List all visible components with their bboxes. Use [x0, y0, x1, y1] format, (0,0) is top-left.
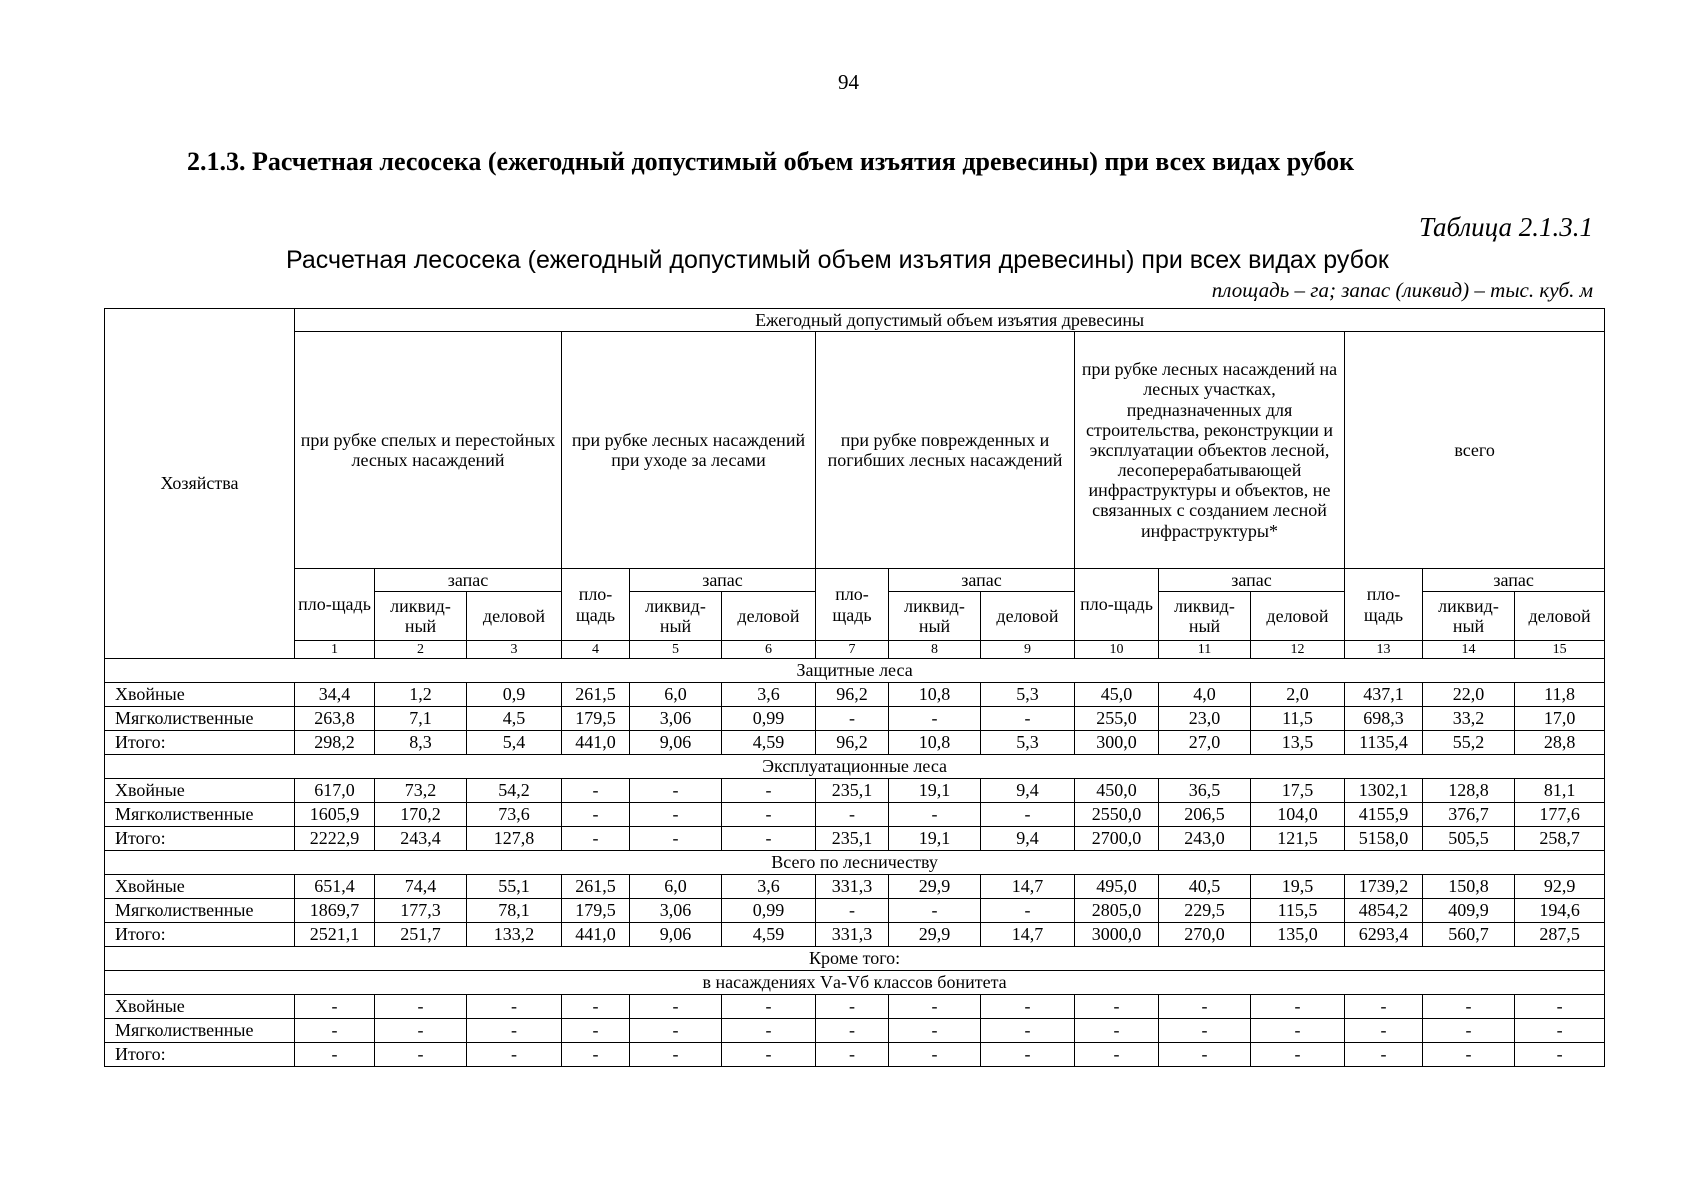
table-cell: -	[816, 1043, 889, 1067]
table-cell: 194,6	[1515, 899, 1605, 923]
table-cell: -	[1075, 1019, 1159, 1043]
column-number: 2	[375, 641, 467, 659]
table-cell: 6293,4	[1345, 923, 1423, 947]
table-cell: 40,5	[1159, 875, 1251, 899]
table-cell: 14,7	[981, 923, 1075, 947]
table-cell: 128,8	[1423, 779, 1515, 803]
table-cell: -	[467, 995, 562, 1019]
section-row	[105, 659, 1605, 683]
table-cell: 22,0	[1423, 683, 1515, 707]
table-cell: 300,0	[1075, 731, 1159, 755]
table-cell: 11,8	[1515, 683, 1605, 707]
table-cell: 121,5	[1251, 827, 1345, 851]
header-business: деловой	[981, 592, 1075, 641]
section-heading: 2.1.3. Расчетная лесосека (ежегодный допустимый объем изъятия древесины) при всех видах рубок	[187, 147, 1355, 176]
table-cell: 74,4	[375, 875, 467, 899]
table-cell: -	[889, 995, 981, 1019]
table-cell: 409,9	[1423, 899, 1515, 923]
table-cell: 133,2	[467, 923, 562, 947]
table-cell: 270,0	[1159, 923, 1251, 947]
column-number: 8	[889, 641, 981, 659]
column-number: 1	[295, 641, 375, 659]
table-cell: -	[1075, 995, 1159, 1019]
table-cell: 96,2	[816, 683, 889, 707]
table-cell: -	[1423, 995, 1515, 1019]
table-cell: 3,6	[722, 683, 816, 707]
table-cell: 170,2	[375, 803, 467, 827]
table-cell: 6,0	[630, 683, 722, 707]
table-cell: 1605,9	[295, 803, 375, 827]
table-cell: -	[981, 707, 1075, 731]
table-cell: 19,1	[889, 779, 981, 803]
header-area: пло-щадь	[816, 569, 889, 641]
table-cell: 5,4	[467, 731, 562, 755]
table-cell: 135,0	[1251, 923, 1345, 947]
table-cell: 1302,1	[1345, 779, 1423, 803]
table-cell: 11,5	[1251, 707, 1345, 731]
table-cell: -	[630, 1019, 722, 1043]
table-cell: -	[981, 1043, 1075, 1067]
table-cell: 2,0	[1251, 683, 1345, 707]
table-cell: 1739,2	[1345, 875, 1423, 899]
column-number: 3	[467, 641, 562, 659]
table-cell: 34,4	[295, 683, 375, 707]
column-number: 7	[816, 641, 889, 659]
column-number: 4	[562, 641, 630, 659]
section-title: Эксплуатационные леса	[105, 755, 1605, 779]
table-cell: 376,7	[1423, 803, 1515, 827]
table-cell: -	[722, 995, 816, 1019]
table-cell: -	[889, 1019, 981, 1043]
header-business: деловой	[467, 592, 562, 641]
table-cell: 617,0	[295, 779, 375, 803]
table-cell: -	[562, 1043, 630, 1067]
section-title: Кроме того:	[105, 947, 1605, 971]
table-cell: 560,7	[1423, 923, 1515, 947]
row-name: Хвойные	[105, 779, 295, 803]
table-cell: 2222,9	[295, 827, 375, 851]
table-body	[105, 309, 1605, 1067]
table-cell: 150,8	[1423, 875, 1515, 899]
table-cell: 261,5	[562, 683, 630, 707]
table-cell: 263,8	[295, 707, 375, 731]
header-area: пло-щадь	[1075, 569, 1159, 641]
table-cell: -	[889, 1043, 981, 1067]
table-cell: 19,5	[1251, 875, 1345, 899]
row-name: Итого:	[105, 923, 295, 947]
table-row	[105, 923, 1605, 947]
table-cell: -	[467, 1043, 562, 1067]
table-cell: 23,0	[1159, 707, 1251, 731]
column-number: 12	[1251, 641, 1345, 659]
table-cell: -	[295, 1043, 375, 1067]
table-cell: 2521,1	[295, 923, 375, 947]
section-row	[105, 755, 1605, 779]
table-cell: 258,7	[1515, 827, 1605, 851]
row-name: Хвойные	[105, 995, 295, 1019]
table-cell: 235,1	[816, 827, 889, 851]
table-cell: -	[1515, 1043, 1605, 1067]
table-cell: -	[1251, 995, 1345, 1019]
header-group-care: при рубке лесных насаждений при уходе за лесами	[562, 332, 816, 569]
table-cell: 177,6	[1515, 803, 1605, 827]
table-cell: 3,06	[630, 707, 722, 731]
table-caption: Расчетная лесосека (ежегодный допустимый объем изъятия древесины) при всех видах рубок	[286, 246, 1389, 274]
table-cell: -	[722, 803, 816, 827]
table-cell: -	[562, 827, 630, 851]
table-cell: -	[816, 995, 889, 1019]
table-cell: -	[1423, 1019, 1515, 1043]
header-stock: запас	[375, 569, 562, 592]
table-cell: 17,5	[1251, 779, 1345, 803]
table-cell: 177,3	[375, 899, 467, 923]
table-row	[105, 683, 1605, 707]
table-cell: 1869,7	[295, 899, 375, 923]
section-row	[105, 971, 1605, 995]
table-cell: 3,6	[722, 875, 816, 899]
header-business: деловой	[1515, 592, 1605, 641]
header-area: пло-щадь	[562, 569, 630, 641]
table-cell: -	[295, 995, 375, 1019]
page-number: 94	[838, 70, 859, 94]
table-cell: 7,1	[375, 707, 467, 731]
table-cell: -	[375, 1043, 467, 1067]
table-cell: -	[722, 779, 816, 803]
header-group-total: всего	[1345, 332, 1605, 569]
table-row	[105, 827, 1605, 851]
table-cell: -	[816, 1019, 889, 1043]
table-cell: -	[889, 803, 981, 827]
row-name: Мягколиственные	[105, 899, 295, 923]
table-cell: 0,99	[722, 707, 816, 731]
table-row	[105, 803, 1605, 827]
table-cell: 28,8	[1515, 731, 1605, 755]
table-cell: 4155,9	[1345, 803, 1423, 827]
table-cell: 96,2	[816, 731, 889, 755]
table-row	[105, 1019, 1605, 1043]
header-stock: запас	[1159, 569, 1345, 592]
table-cell: 4,0	[1159, 683, 1251, 707]
table-cell: 251,7	[375, 923, 467, 947]
table-cell: 5158,0	[1345, 827, 1423, 851]
table-cell: -	[1159, 1019, 1251, 1043]
header-liquid: ликвид-ный	[630, 592, 722, 641]
table-cell: 73,6	[467, 803, 562, 827]
section-title: Защитные леса	[105, 659, 1605, 683]
section-title: в насаждениях Vа-Vб классов бонитета	[105, 971, 1605, 995]
table-row	[105, 707, 1605, 731]
table-cell: 8,3	[375, 731, 467, 755]
table-cell: -	[889, 899, 981, 923]
table-cell: 29,9	[889, 923, 981, 947]
table-cell: 651,4	[295, 875, 375, 899]
table-cell: -	[816, 899, 889, 923]
table-cell: -	[981, 803, 1075, 827]
table-cell: -	[375, 1019, 467, 1043]
row-name: Итого:	[105, 731, 295, 755]
table-cell: 243,0	[1159, 827, 1251, 851]
table-cell: 14,7	[981, 875, 1075, 899]
column-number: 11	[1159, 641, 1251, 659]
table-row	[105, 875, 1605, 899]
table-cell: 331,3	[816, 875, 889, 899]
header-row-top	[105, 309, 1605, 332]
table-cell: 4,59	[722, 731, 816, 755]
row-name: Мягколиственные	[105, 803, 295, 827]
row-name: Итого:	[105, 1043, 295, 1067]
table-cell: 55,2	[1423, 731, 1515, 755]
header-liquid: ликвид-ный	[375, 592, 467, 641]
table-cell: 10,8	[889, 683, 981, 707]
header-stock: запас	[889, 569, 1075, 592]
table-cell: 17,0	[1515, 707, 1605, 731]
table-cell: 4854,2	[1345, 899, 1423, 923]
table-label: Таблица 2.1.3.1	[1418, 212, 1593, 242]
table-cell: -	[562, 779, 630, 803]
table-cell: 2550,0	[1075, 803, 1159, 827]
units-note: площадь – га; запас (ликвид) – тыс. куб. м	[1211, 278, 1593, 302]
table-cell: 243,4	[375, 827, 467, 851]
table-cell: -	[1075, 1043, 1159, 1067]
header-group-damaged: при рубке поврежденных и погибших лесных насаждений	[816, 332, 1075, 569]
column-number: 6	[722, 641, 816, 659]
header-row-stock	[105, 569, 1605, 592]
table-cell: 450,0	[1075, 779, 1159, 803]
header-business: деловой	[722, 592, 816, 641]
table-cell: -	[816, 707, 889, 731]
table-cell: 441,0	[562, 923, 630, 947]
row-name: Мягколиственные	[105, 707, 295, 731]
table-cell: -	[375, 995, 467, 1019]
table-cell: 1135,4	[1345, 731, 1423, 755]
header-liquid: ликвид-ный	[1159, 592, 1251, 641]
table-cell: -	[981, 1019, 1075, 1043]
header-liquid: ликвид-ный	[1423, 592, 1515, 641]
table-cell: 1,2	[375, 683, 467, 707]
table-cell: 73,2	[375, 779, 467, 803]
table-cell: 92,9	[1515, 875, 1605, 899]
table-row	[105, 899, 1605, 923]
table-cell: 27,0	[1159, 731, 1251, 755]
table-cell: 9,4	[981, 779, 1075, 803]
header-group-mature: при рубке спелых и перестойных лесных насаждений	[295, 332, 562, 569]
row-name: Хвойные	[105, 875, 295, 899]
header-area: пло-щадь	[295, 569, 375, 641]
table-cell: -	[981, 899, 1075, 923]
table-cell: 2805,0	[1075, 899, 1159, 923]
table-cell: -	[981, 995, 1075, 1019]
table-cell: 229,5	[1159, 899, 1251, 923]
table-cell: 55,1	[467, 875, 562, 899]
table-cell: -	[1159, 995, 1251, 1019]
header-annual-volume: Ежегодный допустимый объем изъятия древесины	[295, 309, 1605, 332]
table-cell: 9,06	[630, 731, 722, 755]
table-cell: 261,5	[562, 875, 630, 899]
table-cell: -	[1345, 995, 1423, 1019]
table-cell: -	[630, 1043, 722, 1067]
column-number: 5	[630, 641, 722, 659]
table-cell: -	[630, 827, 722, 851]
table-cell: 54,2	[467, 779, 562, 803]
table-cell: -	[722, 827, 816, 851]
table-cell: 19,1	[889, 827, 981, 851]
table-cell: 78,1	[467, 899, 562, 923]
header-stock: запас	[1423, 569, 1605, 592]
table-cell: 4,5	[467, 707, 562, 731]
header-liquid: ликвид-ный	[889, 592, 981, 641]
table-cell: -	[562, 803, 630, 827]
row-name: Мягколиственные	[105, 1019, 295, 1043]
section-row	[105, 851, 1605, 875]
table-cell: 0,9	[467, 683, 562, 707]
table-cell: 437,1	[1345, 683, 1423, 707]
header-farms: Хозяйства	[105, 309, 295, 659]
table-row	[105, 995, 1605, 1019]
table-cell: 104,0	[1251, 803, 1345, 827]
table-cell: -	[562, 1019, 630, 1043]
table-cell: 33,2	[1423, 707, 1515, 731]
table-cell: 298,2	[295, 731, 375, 755]
header-area: пло-щадь	[1345, 569, 1423, 641]
column-number: 13	[1345, 641, 1423, 659]
table-cell: -	[722, 1043, 816, 1067]
table-cell: 206,5	[1159, 803, 1251, 827]
table-cell: -	[1515, 1019, 1605, 1043]
table-cell: 179,5	[562, 899, 630, 923]
header-stock: запас	[630, 569, 816, 592]
column-number: 10	[1075, 641, 1159, 659]
table-cell: 331,3	[816, 923, 889, 947]
table-cell: 115,5	[1251, 899, 1345, 923]
table-row	[105, 1043, 1605, 1067]
table-row	[105, 731, 1605, 755]
table-cell: -	[722, 1019, 816, 1043]
row-name: Итого:	[105, 827, 295, 851]
table-cell: -	[630, 779, 722, 803]
table-cell: -	[630, 995, 722, 1019]
table-cell: -	[467, 1019, 562, 1043]
table-cell: 29,9	[889, 875, 981, 899]
header-row-column-numbers	[105, 641, 1605, 659]
table-cell: -	[1345, 1019, 1423, 1043]
table-cell: -	[295, 1019, 375, 1043]
header-row-groups	[105, 332, 1605, 569]
table-cell: 3,06	[630, 899, 722, 923]
table-cell: 3000,0	[1075, 923, 1159, 947]
table-cell: 441,0	[562, 731, 630, 755]
table-cell: 235,1	[816, 779, 889, 803]
table-cell: 5,3	[981, 683, 1075, 707]
table-cell: 698,3	[1345, 707, 1423, 731]
table-row	[105, 779, 1605, 803]
table-cell: -	[1251, 1019, 1345, 1043]
table-cell: -	[816, 803, 889, 827]
table-cell: -	[630, 803, 722, 827]
table-cell: -	[1423, 1043, 1515, 1067]
table-cell: 13,5	[1251, 731, 1345, 755]
table-cell: -	[1159, 1043, 1251, 1067]
table-cell: 45,0	[1075, 683, 1159, 707]
table-cell: 81,1	[1515, 779, 1605, 803]
table-cell: 255,0	[1075, 707, 1159, 731]
table-cell: 9,06	[630, 923, 722, 947]
table-cell: -	[562, 995, 630, 1019]
table-cell: 495,0	[1075, 875, 1159, 899]
table-cell: 10,8	[889, 731, 981, 755]
column-number: 9	[981, 641, 1075, 659]
section-row	[105, 947, 1605, 971]
row-name: Хвойные	[105, 683, 295, 707]
table-cell: 287,5	[1515, 923, 1605, 947]
table-cell: -	[1345, 1043, 1423, 1067]
column-number: 14	[1423, 641, 1515, 659]
table-cell: 36,5	[1159, 779, 1251, 803]
column-number: 15	[1515, 641, 1605, 659]
table-cell: 6,0	[630, 875, 722, 899]
table-cell: 179,5	[562, 707, 630, 731]
table-cell: 5,3	[981, 731, 1075, 755]
table-cell: -	[889, 707, 981, 731]
table-cell: -	[1515, 995, 1605, 1019]
table-cell: 505,5	[1423, 827, 1515, 851]
table-cell: 0,99	[722, 899, 816, 923]
header-business: деловой	[1251, 592, 1345, 641]
header-group-infrastructure: при рубке лесных насаждений на лесных участках, предназначенных для строительства, реконструкции и эксплуатации объектов лесной, лесоперерабатывающей инфраструктуры и объектов, не связанных с созданием лесной инфраструктуры*	[1075, 332, 1345, 569]
table-cell: 2700,0	[1075, 827, 1159, 851]
allowable-cut-table	[104, 308, 1605, 1067]
table-cell: 127,8	[467, 827, 562, 851]
table-cell: -	[1251, 1043, 1345, 1067]
table-cell: 4,59	[722, 923, 816, 947]
table-cell: 9,4	[981, 827, 1075, 851]
section-title: Всего по лесничеству	[105, 851, 1605, 875]
